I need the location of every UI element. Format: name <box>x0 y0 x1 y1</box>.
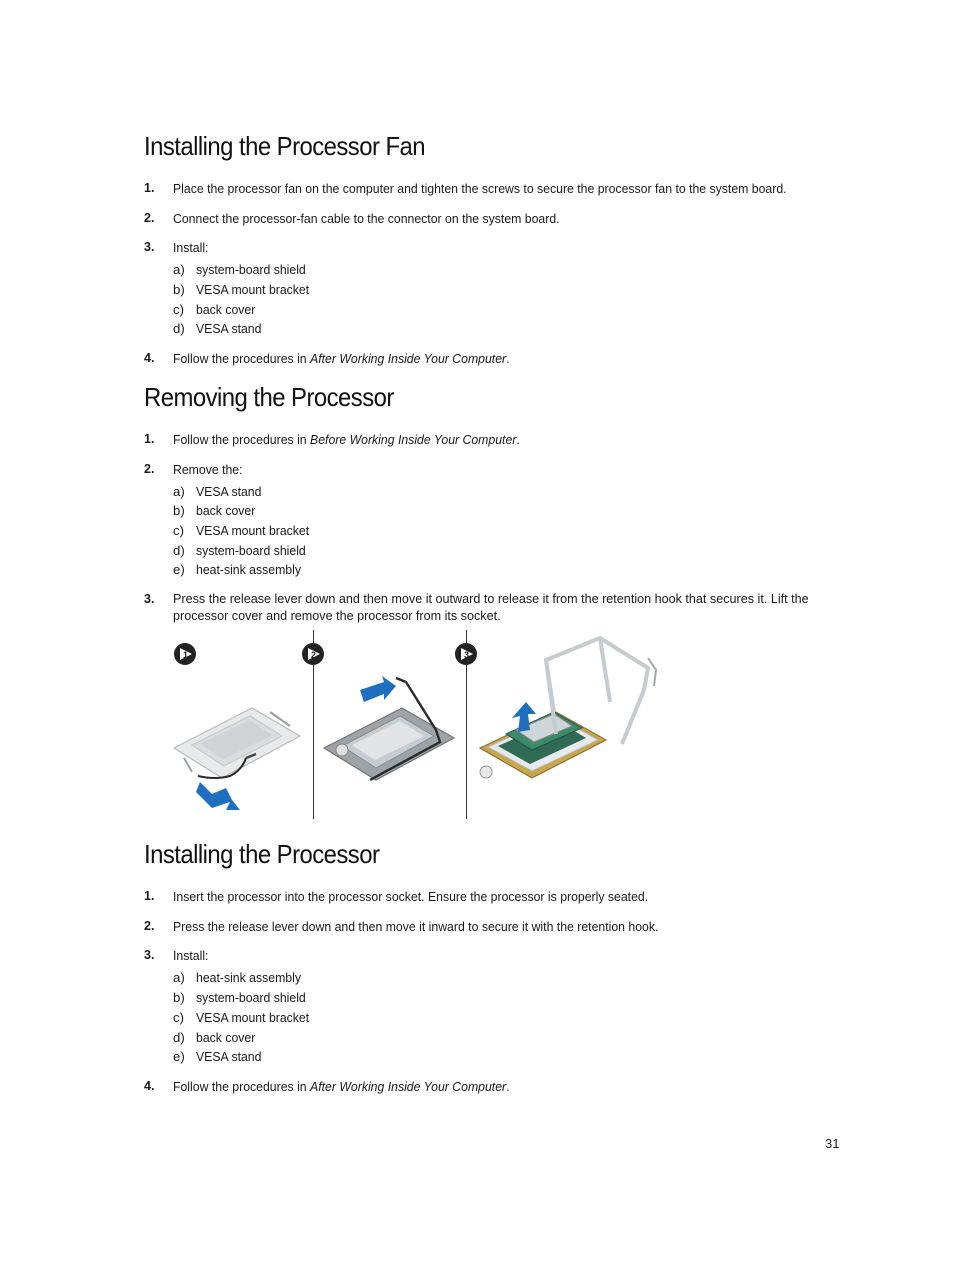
section-title-installing-processor-fan: Installing the Processor Fan <box>144 131 426 161</box>
outward-arrow-icon <box>196 782 240 810</box>
document-page: Installing the Processor Fan 1. Place the processor fan on the computer and tighten the screws to secure the processor fan to the system board. 2. Connect the processor-fan cable to the connector on the system board. 3. Install: a) system-board shield b) VESA mount bracket c) back cover d) VESA stand 4. Follow the procedures in After Working Inside Your Computer. Removing the Processor 1. Follow the procedures in Before Working Inside Your Computer. 2. Remove the: a) VESA stand b) back cover c) VESA mount bracket d) system-board shield e) heat-sink assembly 3. Press the release lever down and then move it outward to release it from the retention hook that secures it. Lift the processor cover and remove the processor from its socket. 1 2 3 Installing the Processor 1. Insert the processor into the processor socket. Ensure the processor is properly seated. 2. Press the release lever down and then move it inward to secure it with the retention hook. 3. Install: a) heat-sink assembly b) system-board shield c) VESA mount bracket d) back cover e) VESA stand 4. Follow the procedures in After Working Inside Your Computer. 31 <box>144 131 840 1151</box>
cross-reference-link[interactable]: After Working Inside Your Computer <box>310 1079 507 1094</box>
cross-reference-link[interactable]: Before Working Inside Your Computer <box>310 432 517 447</box>
panel-1-socket-lever <box>174 708 300 810</box>
section-title-installing-processor: Installing the Processor <box>144 839 380 869</box>
processor-removal-illustration <box>170 630 660 822</box>
panel-3-processor-lifted <box>480 638 656 778</box>
cross-reference-link[interactable]: After Working Inside Your Computer <box>310 351 507 366</box>
callout-2 <box>302 643 324 665</box>
page-number: 31 <box>825 1136 840 1151</box>
callout-label: 2 <box>311 650 317 660</box>
section-title-removing-processor: Removing the Processor <box>144 382 394 412</box>
callout-label: 3 <box>464 650 470 660</box>
callout-3 <box>455 643 477 665</box>
panel-2-lever-raised <box>324 676 454 780</box>
raise-arrow-icon <box>360 676 396 702</box>
callout-1 <box>174 643 196 665</box>
callout-label: 1 <box>183 650 189 660</box>
